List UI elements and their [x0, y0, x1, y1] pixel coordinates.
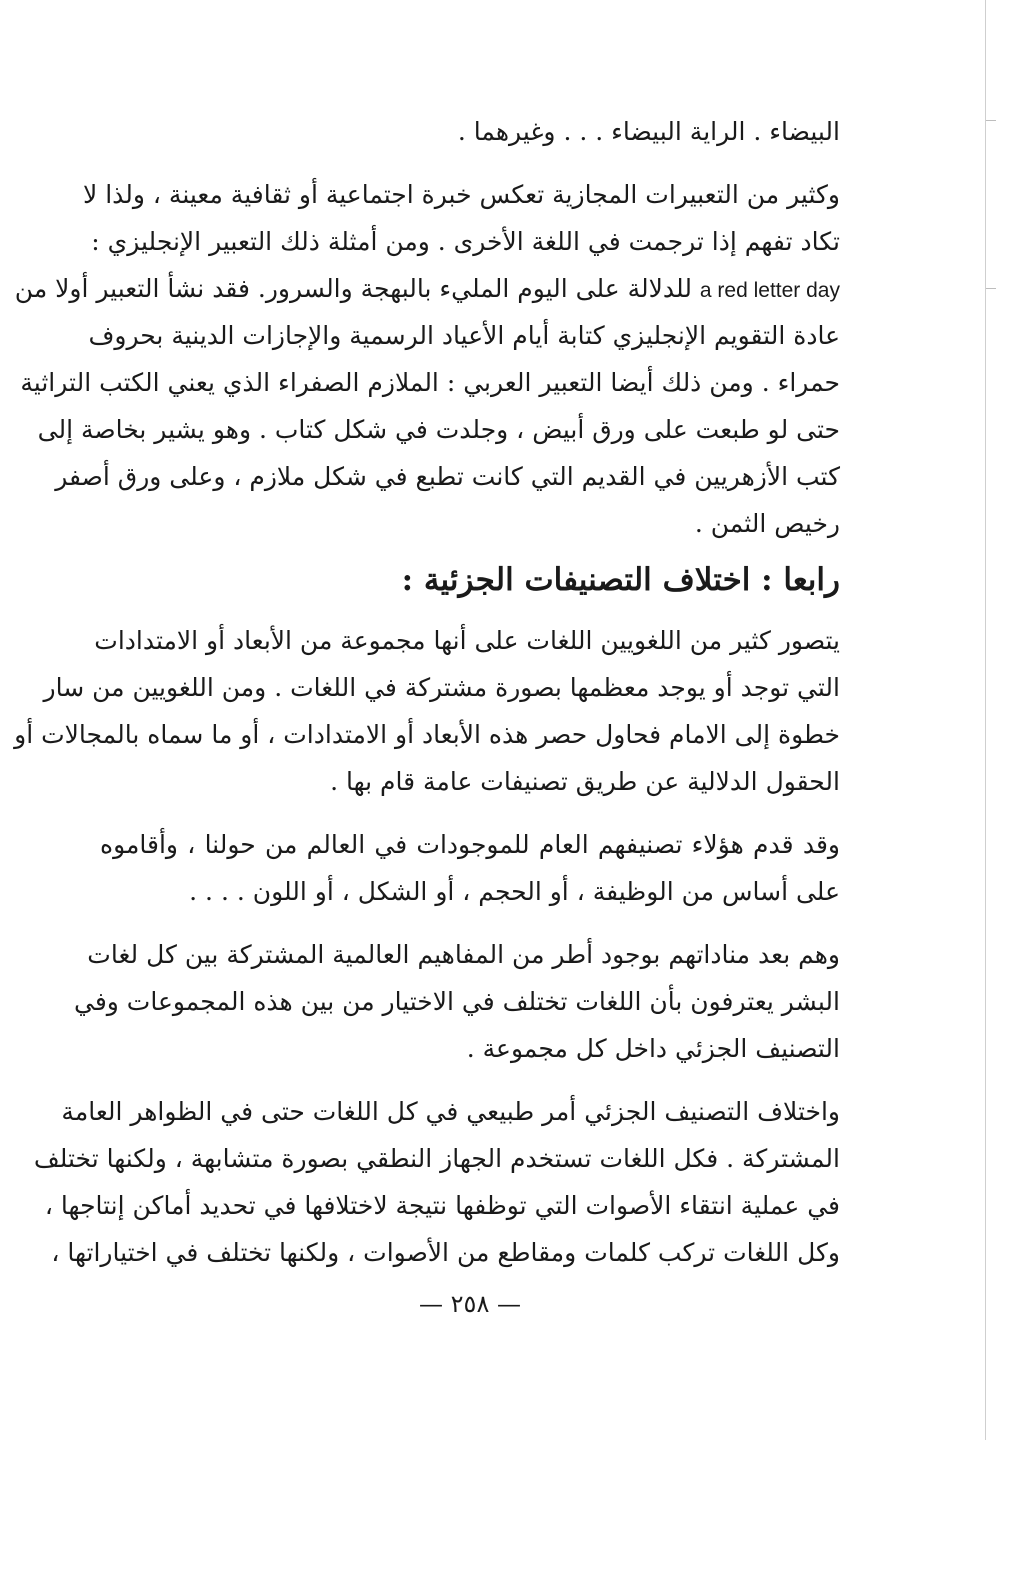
text-line: يتصور كثير من اللغويين اللغات على أنها مجموعة من الأبعاد أو الامتدادات	[94, 626, 840, 655]
text-line: على أساس من الوظيفة ، أو الحجم ، أو الشكل ، أو اللون . . . .	[189, 877, 840, 906]
paragraph	[14, 617, 840, 805]
paragraph	[100, 821, 840, 915]
text-line: خطوة إلى الامام فحاول حصر هذه الأبعاد أو الامتدادات ، أو ما سماه بالمجالات أو	[14, 720, 840, 749]
text-line: واختلاف التصنيف الجزئي أمر طبيعي في كل اللغات حتى في الظواهر العامة	[61, 1097, 840, 1126]
text-line-with-english	[14, 265, 840, 312]
text-line: المشتركة . فكل اللغات تستخدم الجهاز النطقي بصورة متشابهة ، ولكنها تختلف	[33, 1144, 840, 1173]
text-line: الحقول الدلالية عن طريق تصنيفات عامة قام بها .	[330, 767, 840, 796]
text-line: عادة التقويم الإنجليزي كتابة أيام الأعياد الرسمية والإجازات الدينية بحروف	[88, 321, 840, 350]
text-line: وكثير من التعبيرات المجازية تعكس خبرة اجتماعية أو ثقافية معينة ، ولذا لا	[82, 180, 840, 209]
text-line: وقد قدم هؤلاء تصنيفهم العام للموجودات في العالم من حولنا ، وأقاموه	[100, 830, 840, 859]
english-phrase: a red letter day	[699, 279, 840, 302]
text-line: حمراء . ومن ذلك أيضا التعبير العربي : الملازم الصفراء الذي يعني الكتب التراثية	[20, 368, 840, 397]
page-edge-tick	[986, 120, 996, 121]
text-line: في عملية انتقاء الأصوات التي توظفها نتيجة لاختلافها في تحديد أماكن إنتاجها ،	[44, 1191, 840, 1220]
text-line: وكل اللغات تركب كلمات ومقاطع من الأصوات ، ولكنها تختلف في اختياراتها ،	[51, 1238, 840, 1267]
paragraph	[73, 931, 840, 1072]
text-line: التي توجد أو يوجد معظمها بصورة مشتركة في اللغات . ومن اللغويين من سار	[43, 673, 840, 702]
text-line: كتب الأزهريين في القديم التي كانت تطبع في شكل ملازم ، وعلى ورق أصفر	[55, 462, 840, 491]
text-line: رخيص الثمن .	[694, 509, 840, 538]
section-heading: رابعا : اختلاف التصنيفات الجزئية :	[401, 562, 840, 598]
page-number: — ٢٥٨ —	[419, 1290, 521, 1318]
text-line: التصنيف الجزئي داخل كل مجموعة .	[466, 1034, 840, 1063]
paragraph	[14, 171, 840, 547]
page-edge-tick	[986, 288, 996, 289]
text-line: حتى لو طبعت على ورق أبيض ، وجلدت في شكل كتاب . وهو يشير بخاصة إلى	[37, 415, 840, 444]
page-body	[14, 108, 840, 1276]
page-edge-line	[985, 0, 986, 1440]
text-line: البيضاء . الراية البيضاء . . . وغيرهما .	[457, 117, 840, 146]
paragraph	[33, 1088, 840, 1276]
text-line: وهم بعد مناداتهم بوجود أطر من المفاهيم العالمية المشتركة بين كل لغات	[87, 940, 840, 969]
text-line: البشر يعترفون بأن اللغات تختلف في الاختيار من بين هذه المجموعات وفي	[73, 987, 840, 1016]
text-line: تكاد تفهم إذا ترجمت في اللغة الأخرى . ومن أمثلة ذلك التعبير الإنجليزي :	[91, 227, 840, 256]
paragraph	[100, 108, 840, 155]
text-line-rest: للدلالة على اليوم المليء بالبهجة والسرور. فقد نشأ التعبير أولا من	[14, 274, 692, 303]
